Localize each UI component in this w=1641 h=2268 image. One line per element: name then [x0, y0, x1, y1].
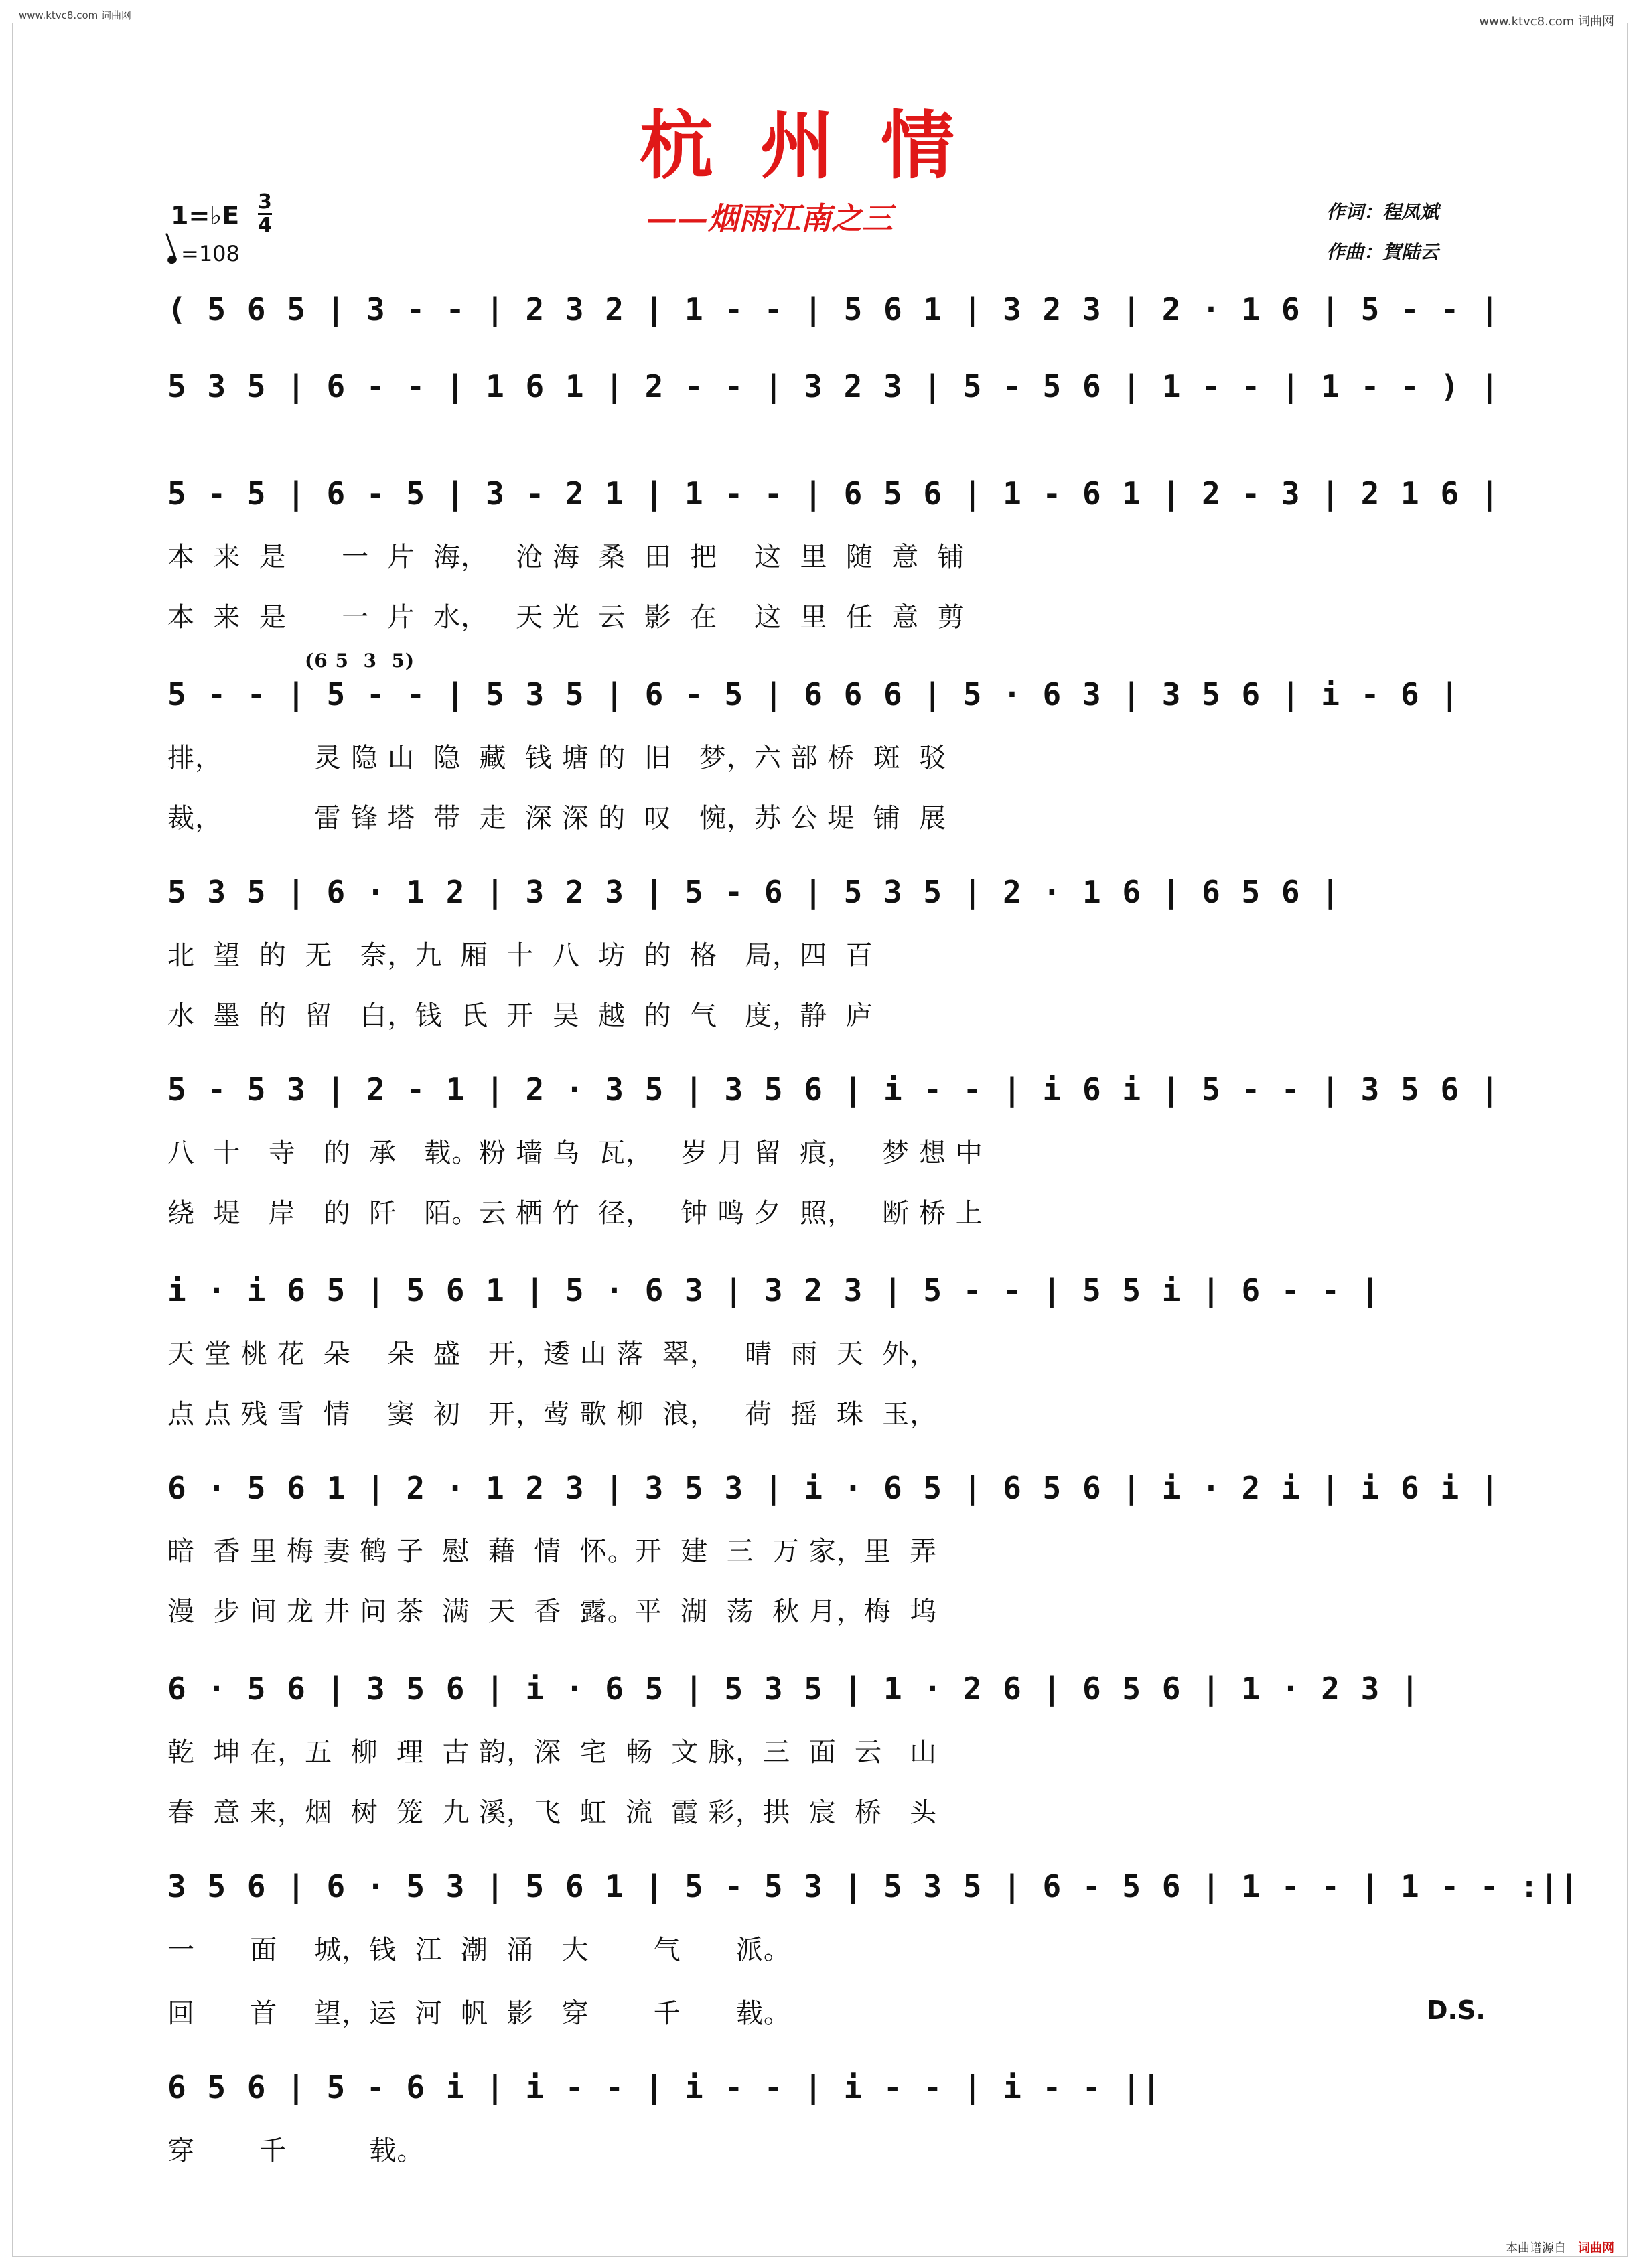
score-line-3: 5 - 5 | 6 - 5 | 3 - 2 1 | 1 - - | 6 5 6 | 1 - 6 1 | 2 - 3 | 2 1 6 |	[167, 475, 1500, 512]
lyric-line-6a: 八 十 寺 的 承 载。粉 墙 乌 瓦， 岁 月 留 痕， 梦 想 中	[167, 1138, 983, 1168]
score-line-5: 5 3 5 | 6 · 1 2 | 3 2 3 | 5 - 6 | 5 3 5 | 2 · 1 6 | 6 5 6 |	[167, 874, 1341, 910]
lyric-line-5b: 水 墨 的 留 白，钱 氏 开 吴 越 的 气 度，静 庐	[167, 1000, 873, 1031]
footer-source	[1506, 2239, 1614, 2256]
lyric-line-10a: 一 面 城，钱 江 潮 涌 大 气 派。	[167, 1935, 791, 1965]
grace-notes: (6 5 3 5)	[305, 650, 415, 672]
song-title: 杭州情	[640, 102, 1001, 189]
lyric-line-4b: 裁， 雷 锋 塔 带 走 深 深 的 叹 惋，苏 公 堤 铺 展	[167, 803, 947, 834]
meter-bottom: 4	[258, 214, 272, 237]
dal-segno-mark: D.S.	[1427, 1995, 1486, 2025]
meter-top: 3	[258, 190, 272, 214]
lyric-line-9b: 春 意 来，烟 树 笼 九 溪，飞 虹 流 霞 彩，拱 宸 桥 头	[167, 1797, 938, 1828]
score-line-10: 3 5 6 | 6 · 5 3 | 5 6 1 | 5 - 5 3 | 5 3 5 | 6 - 5 6 | 1 - - | 1 - - :||	[167, 1868, 1580, 1904]
lyric-line-7b: 点 点 残 雪 情 窦 初 开，莺 歌 柳 浪， 荷 摇 珠 玉，	[167, 1399, 938, 1430]
score-line-1: ( 5 6 5 | 3 - - | 2 3 2 | 1 - - | 5 6 1 | 3 2 3 | 2 · 1 6 | 5 - - |	[167, 291, 1500, 327]
lyricist-credit: 作词：程凤斌	[1326, 201, 1439, 223]
site-watermark-right: www.ktvc8.com 词曲网	[1479, 15, 1614, 29]
score-line-11: 6 5 6 | 5 - 6 i | i - - | i - - | i - - | i - - ||	[167, 2069, 1162, 2105]
lyric-line-3a: 本 来 是 一 片 海， 沧 海 桑 田 把 这 里 随 意 铺	[167, 542, 965, 573]
tempo-marking	[167, 241, 240, 267]
quarter-note-icon	[166, 254, 177, 265]
score-line-6: 5 - 5 3 | 2 - 1 | 2 · 3 5 | 3 5 6 | i - - | i 6 i | 5 - - | 3 5 6 |	[167, 1071, 1500, 1108]
footer-brand: 词曲网	[1578, 2241, 1614, 2255]
lyric-line-4a: 排， 灵 隐 山 隐 藏 钱 塘 的 旧 梦，六 部 桥 斑 驳	[167, 743, 947, 773]
score-line-4: 5 - - | 5 - - | 5 3 5 | 6 - 5 | 6 6 6 | 5 · 6 3 | 3 5 6 | i - 6 |	[167, 676, 1461, 712]
key-signature: 1=♭E	[171, 201, 240, 230]
composer-credit: 作曲：賀陆云	[1326, 241, 1439, 263]
score-line-8: 6 · 5 6 1 | 2 · 1 2 3 | 3 5 3 | i · 6 5 | 6 5 6 | i · 2 i | i 6 i |	[167, 1470, 1500, 1506]
footer-source-label: 本曲谱源自	[1506, 2241, 1566, 2255]
lyric-line-9a: 乾 坤 在，五 柳 理 古 韵，深 宅 畅 文 脉，三 面 云 山	[167, 1737, 938, 1768]
site-watermark-left: www.ktvc8.com 词曲网	[19, 9, 132, 21]
lyric-line-10b: 回 首 望，运 河 帆 影 穿 千 载。	[167, 1998, 791, 2029]
time-signature	[258, 192, 272, 236]
lyric-line-6b: 绕 堤 岸 的 阡 陌。云 栖 竹 径， 钟 鸣 夕 照， 断 桥 上	[167, 1198, 983, 1229]
song-subtitle: ——烟雨江南之三	[646, 200, 893, 236]
tempo-value: =108	[181, 241, 240, 267]
score-line-9: 6 · 5 6 | 3 5 6 | i · 6 5 | 5 3 5 | 1 · 2 6 | 6 5 6 | 1 · 2 3 |	[167, 1671, 1421, 1707]
lyric-line-8b: 漫 步 间 龙 井 问 茶 满 天 香 露。平 湖 荡 秋 月，梅 坞	[167, 1596, 938, 1627]
score-line-2: 5 3 5 | 6 - - | 1 6 1 | 2 - - | 3 2 3 | 5 - 5 6 | 1 - - | 1 - - ) |	[167, 368, 1500, 404]
score-line-7: i · i 6 5 | 5 6 1 | 5 · 6 3 | 3 2 3 | 5 - - | 5 5 i | 6 - - |	[167, 1272, 1381, 1308]
lyric-line-11: 穿 千 载。	[167, 2135, 425, 2166]
lyric-line-7a: 天 堂 桃 花 朵 朵 盛 开，逶 山 落 翠， 晴 雨 天 外，	[167, 1339, 938, 1369]
lyric-line-8a: 暗 香 里 梅 妻 鹤 子 慰 藉 情 怀。开 建 三 万 家，里 弄	[167, 1536, 938, 1567]
lyric-line-3b: 本 来 是 一 片 水， 天 光 云 影 在 这 里 任 意 剪	[167, 602, 965, 633]
lyric-line-5a: 北 望 的 无 奈，九 厢 十 八 坊 的 格 局，四 百	[167, 940, 873, 971]
